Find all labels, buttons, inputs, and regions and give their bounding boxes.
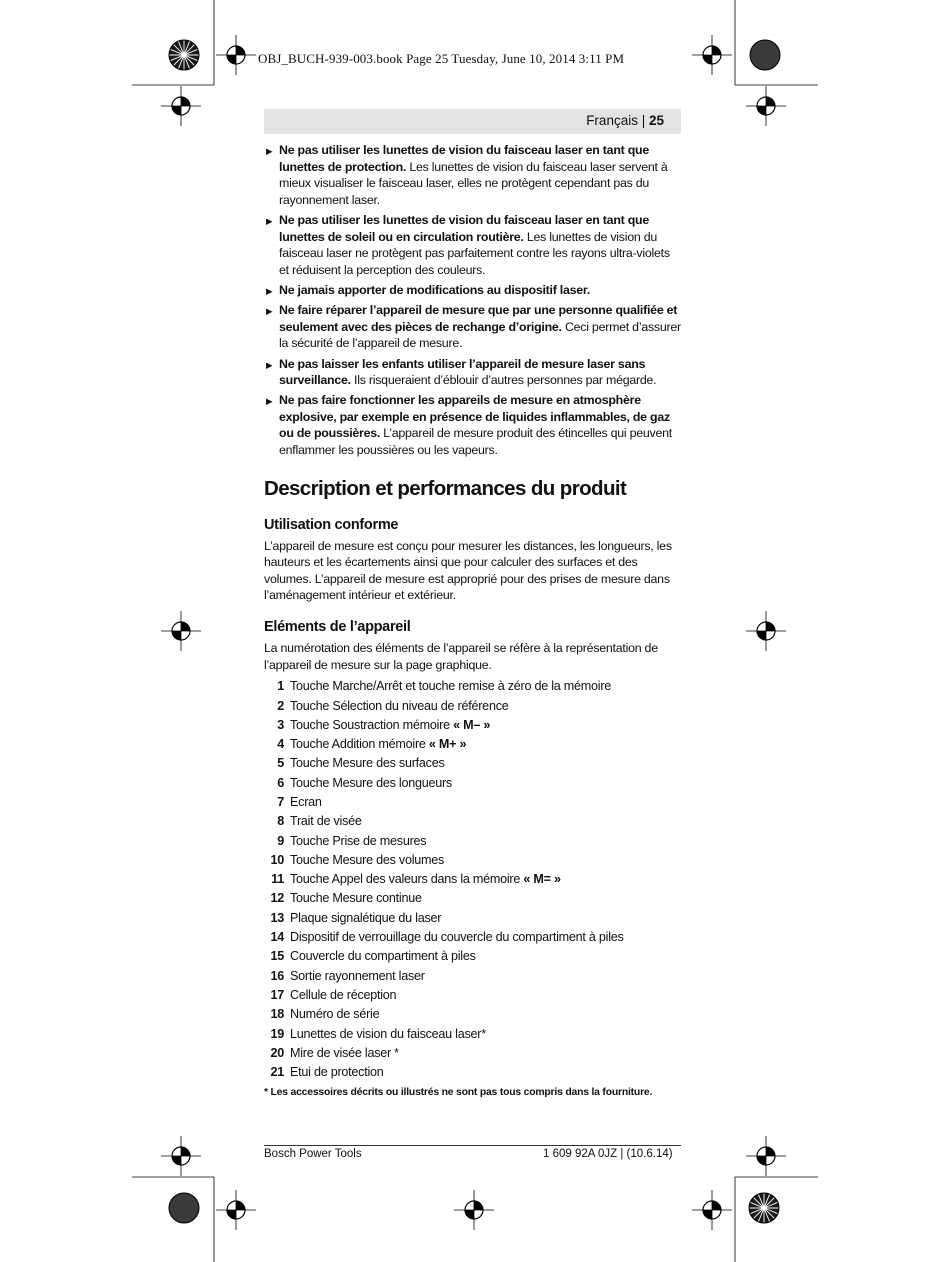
section-title: Description et performances du produit xyxy=(264,476,627,500)
safety-bullet xyxy=(264,142,682,208)
component-key-label: « M+ » xyxy=(428,737,467,752)
component-number: 14 xyxy=(270,930,284,945)
component-number: 9 xyxy=(277,833,284,848)
component-item xyxy=(264,947,682,966)
component-number: 16 xyxy=(270,968,284,983)
component-number: 21 xyxy=(270,1065,284,1080)
component-number: 7 xyxy=(277,795,284,809)
page-number: 25 xyxy=(648,113,664,128)
component-label: Touche Sélection du niveau de référence xyxy=(290,698,509,713)
component-item xyxy=(264,870,682,889)
bullet-text: Les lunettes de vision du faisceau laser ne protègent pas parfaitement contre les rayons ultra-violets et réduisent la perception des couleurs. xyxy=(279,229,670,277)
component-number: 17 xyxy=(270,987,284,1002)
component-label: Ecran xyxy=(290,795,322,809)
bullet-text: L’appareil de mesure produit des étincelles qui peuvent enflammer les poussières ou les vapeurs. xyxy=(279,426,672,458)
bullet-bold-text: Ne faire réparer l’appareil de mesure que par une personne qualifiée et seulement avec des pièces de rechange d’origine. xyxy=(279,303,678,334)
components-list xyxy=(264,677,682,1082)
component-item xyxy=(264,909,682,928)
components-intro: La numérotation des éléments de l’appareil se réfère à la représentation de l’appareil de mesure sur la page graphique. xyxy=(264,641,658,672)
component-item xyxy=(264,1044,682,1063)
component-number: 2 xyxy=(277,698,284,713)
footer-brand: Bosch Power Tools xyxy=(264,1148,362,1160)
component-label: Couvercle du compartiment à piles xyxy=(290,949,476,964)
component-number: 3 xyxy=(277,717,284,732)
component-label: Dispositif de verrouillage du couvercle du compartiment à piles xyxy=(290,930,624,945)
safety-bullet xyxy=(264,212,682,278)
component-item xyxy=(264,697,682,716)
component-item xyxy=(264,967,682,986)
safety-bullet-list xyxy=(264,142,682,459)
component-item xyxy=(264,812,682,831)
component-label: Touche Marche/Arrêt et touche remise à zéro de la mémoire xyxy=(290,679,612,694)
component-number: 18 xyxy=(270,1007,284,1022)
component-item xyxy=(264,1063,682,1082)
bullet-bold-text: Ne pas laisser les enfants utiliser l’appareil de mesure laser sans surveillance. xyxy=(279,356,646,388)
component-number: 15 xyxy=(270,949,284,964)
component-label: Touche Mesure continue xyxy=(290,891,422,906)
accessories-footnote: * Les accessoires décrits ou illustrés ne sont pas tous compris dans la fourniture. xyxy=(264,1087,653,1099)
bullet-bold-text: Ne pas utiliser les lunettes de vision du faisceau laser en tant que lunettes de protection. xyxy=(279,143,649,174)
component-number: 6 xyxy=(277,775,284,790)
page-header-bar xyxy=(264,109,681,134)
footer-divider xyxy=(264,1145,681,1146)
component-label: Touche Soustraction mémoire xyxy=(290,717,454,732)
component-label: Lunettes de vision du faisceau laser* xyxy=(290,1026,486,1041)
intended-use-heading: Utilisation conforme xyxy=(264,516,399,533)
component-label: Touche Appel des valeurs dans la mémoire xyxy=(290,872,524,887)
component-label: Cellule de réception xyxy=(290,987,397,1002)
component-item xyxy=(264,832,682,851)
component-item xyxy=(264,754,682,773)
component-item xyxy=(264,677,682,696)
component-number: 12 xyxy=(270,891,284,906)
header-separator: | xyxy=(637,113,649,128)
bullet-bold-text: Ne pas faire fonctionner les appareils de mesure en atmosphère explosive, par exemple en présence de liquides inflammables, de gaz ou de poussières. xyxy=(279,393,670,441)
components-heading: Eléments de l’appareil xyxy=(264,619,411,636)
component-number: 20 xyxy=(270,1045,284,1060)
component-item xyxy=(264,1025,682,1044)
component-label: Trait de visée xyxy=(290,814,362,829)
bullet-bold-text: Ne pas utiliser les lunettes de vision du faisceau laser en tant que lunettes de soleil ou en circulation routière. xyxy=(279,212,649,244)
component-label: Numéro de série xyxy=(290,1007,380,1022)
language-label: Français xyxy=(586,113,638,128)
intended-use-text: L’appareil de mesure est conçu pour mesurer les distances, les longueurs, les hauteurs et les écartements ainsi que pour calculer des surfaces et des volumes. L’appareil de mesure est approprié pour des prises de mesure dans l’aménagement intérieur et extérieur. xyxy=(264,538,672,603)
component-label: Sortie rayonnement laser xyxy=(290,968,425,983)
component-item xyxy=(264,735,682,754)
component-number: 5 xyxy=(277,756,284,771)
component-label: Mire de visée laser * xyxy=(290,1045,399,1060)
component-label: Touche Addition mémoire xyxy=(290,737,429,752)
component-number: 4 xyxy=(277,737,284,752)
component-item xyxy=(264,716,682,735)
component-item xyxy=(264,986,682,1005)
component-item xyxy=(264,928,682,947)
component-label: Touche Mesure des surfaces xyxy=(290,756,445,771)
component-label: Touche Prise de mesures xyxy=(290,833,427,848)
component-key-label: « M= » xyxy=(523,872,561,887)
component-label: Touche Mesure des volumes xyxy=(290,852,445,867)
page-content xyxy=(264,142,682,1102)
component-number: 11 xyxy=(271,872,284,887)
component-number: 13 xyxy=(270,910,284,925)
component-number: 10 xyxy=(270,852,284,867)
page-header-label xyxy=(586,113,664,128)
component-item xyxy=(264,774,682,793)
component-label: Touche Mesure des longueurs xyxy=(290,775,452,790)
component-item xyxy=(264,793,682,812)
component-label: Etui de protection xyxy=(290,1065,384,1080)
component-number: 19 xyxy=(270,1026,284,1041)
safety-bullet xyxy=(264,282,682,299)
bullet-bold-text: Ne jamais apporter de modifications au dispositif laser. xyxy=(279,282,590,297)
bullet-text: Les lunettes de vision du faisceau laser servent à mieux visualiser le faisceau laser, elles ne protègent cependant pas du rayonnement laser. xyxy=(279,159,668,207)
component-item xyxy=(264,851,682,870)
safety-bullet xyxy=(264,356,682,389)
component-label: Plaque signalétique du laser xyxy=(290,910,442,925)
bullet-text: Ceci permet d’assurer la sécurité de l’appareil de mesure. xyxy=(279,319,681,351)
footer-doc-number: 1 609 92A 0JZ | (10.6.14) xyxy=(543,1148,673,1160)
safety-bullet xyxy=(264,392,682,458)
component-key-label: « M– » xyxy=(453,717,491,732)
safety-bullet xyxy=(264,302,682,352)
file-header: OBJ_BUCH-939-003.book Page 25 Tuesday, June 10, 2014 3:11 PM xyxy=(258,51,625,66)
component-number: 1 xyxy=(277,679,284,694)
component-item xyxy=(264,1005,682,1024)
bullet-text: Ils risqueraient d’éblouir d’autres personnes par mégarde. xyxy=(350,373,657,388)
component-number: 8 xyxy=(277,814,284,829)
component-item xyxy=(264,889,682,908)
